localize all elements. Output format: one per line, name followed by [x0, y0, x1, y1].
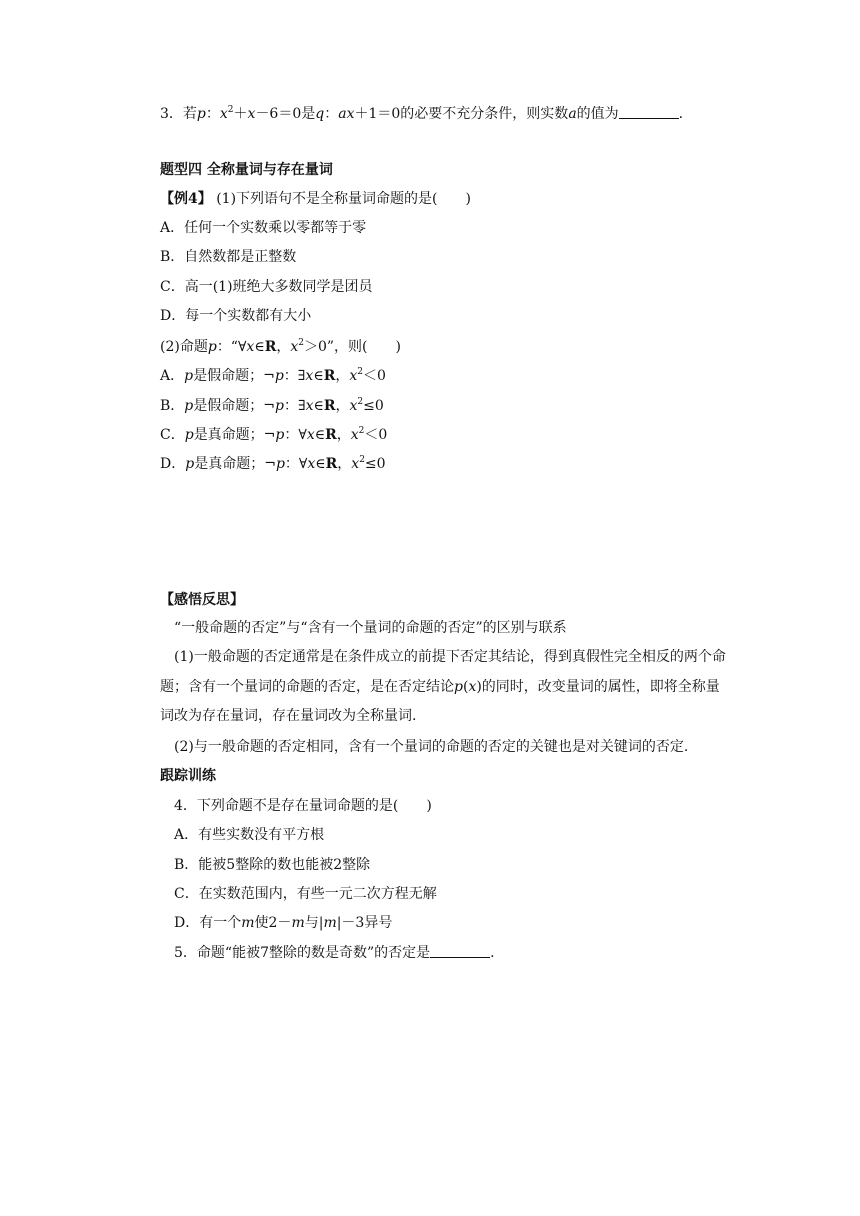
reflection-title: 【感悟反思】 [160, 592, 244, 608]
q1-option-a: A．任何一个实数乘以零都等于零 [160, 220, 367, 236]
q2-option-b: B．p是假命题；¬p：∃x∈R，$x^2\le 0$ [160, 397, 384, 414]
q1-option-c: C．高一(1)班绝大多数同学是团员 [160, 279, 373, 295]
question-5: 5．命题“能被7整除的数是奇数”的否定是 . [174, 945, 495, 961]
reflection-paragraph-2: (2)与一般命题的否定相同，含有一个量词的命题的否定的关键也是对关键词的否定. [174, 739, 689, 755]
q2-option-c: C．p是真命题；¬p：∀x∈R，$x^2<0$ [160, 426, 388, 443]
reflection-subtitle: “一般命题的否定”与“含有一个量词的命题的否定”的区别与联系 [174, 620, 567, 636]
example-4-q2: (2)命题p：“∀x∈R，$x^2>0$”，则( ) [160, 338, 401, 355]
question-3: 3．若p：$x^2+x-6=0$是q：ax＋1＝0的必要不充分条件，则实数a的值为 . [160, 105, 684, 122]
q1-option-b: B．自然数都是正整数 [160, 249, 297, 265]
example-4-q1: 【例4】 (1)下列语句不是全称量词命题的是( ) [160, 191, 471, 207]
section-title: 题型四 全称量词与存在量词 [160, 162, 333, 178]
question-4: 4．下列命题不是存在量词命题的是( ) [174, 798, 432, 814]
q2-option-d: D．p是真命题；¬p：∀x∈R，$x^2\le 0$ [160, 455, 386, 472]
q4-option-a: A．有些实数没有平方根 [174, 827, 325, 843]
q4-option-d: D．有一个m使2－m与|m|－3异号 [174, 915, 393, 931]
q1-option-d: D．每一个实数都有大小 [160, 308, 312, 324]
q4-option-c: C．在实数范围内，有些一元二次方程无解 [174, 886, 437, 902]
reflection-paragraph-1: (1)一般命题的否定通常是在条件成立的前提下否定其结论，得到真假性完全相反的两个命题；含有一个量词的命题的否定，是在否定结论p(x)的同时，改变量词的属性，即将全称量词改为存在量词，存在量词改为全称量词. [160, 649, 726, 724]
training-title: 跟踪训练 [160, 768, 216, 784]
q4-option-b: B．能被5整除的数也能被2整除 [174, 857, 371, 873]
q2-option-a: A．p是假命题；¬p：∃x∈R，$x^2<0$ [160, 367, 386, 384]
